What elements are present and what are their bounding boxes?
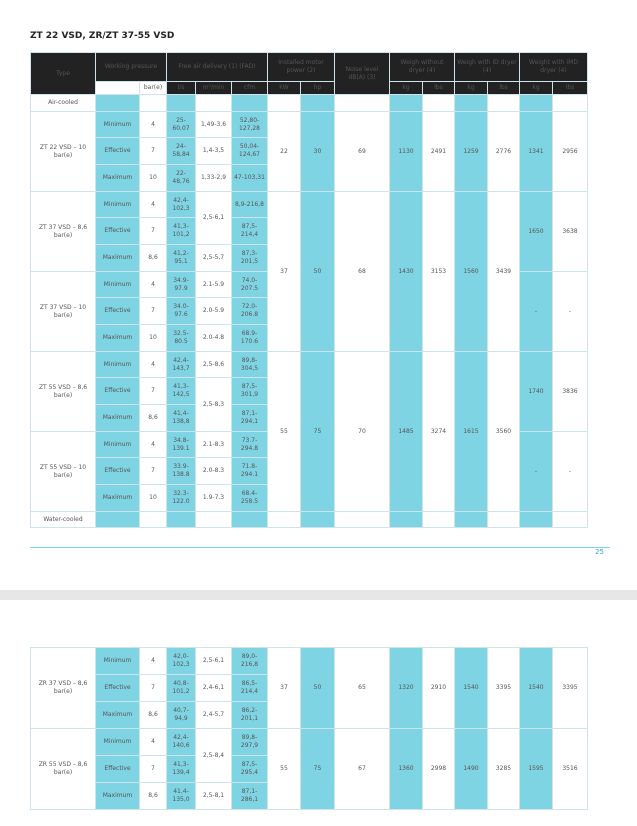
noise-level: 69 [335, 112, 390, 192]
fad-ls: 41,2-95,1 [167, 245, 196, 272]
working-pressure-label: Maximum [96, 702, 140, 729]
fad-cfm: 73.7-294.8 [232, 432, 268, 458]
fad-cfm: 74.0-207.5 [232, 272, 268, 298]
weight-without-lbs: 3153 [423, 192, 455, 352]
pressure-value: 7 [140, 675, 167, 702]
fad-cfm: 72.0-206.8 [232, 298, 268, 325]
fad-m3min: 2,5-8,1 [196, 783, 232, 810]
fad-ls: 32.5-80.5 [167, 325, 196, 352]
model-name: ZT 37 VSD – 8,6 bar(e) [31, 192, 96, 272]
fad-m3min: 2,5-6,1 [196, 648, 232, 675]
fad-m3min: 1,33-2,9 [196, 165, 232, 192]
fad-ls: 34.9-97.9 [167, 272, 196, 298]
fad-m3min: 2,4-5,7 [196, 702, 232, 729]
noise-level: 67 [335, 729, 390, 810]
page-title: ZT 22 VSD, ZR/ZT 37-55 VSD [30, 31, 175, 41]
weight-id-lbs: 3395 [488, 648, 520, 729]
fad-ls: 22-48,76 [167, 165, 196, 192]
weight-imd-lbs: 3836 [553, 352, 588, 432]
fad-cfm: 8,9-216,8 [232, 192, 268, 218]
page-separator [0, 590, 637, 600]
model-name: ZT 37 VSD – 10 bar(e) [31, 272, 96, 352]
fad-ls: 24-58,84 [167, 138, 196, 165]
fad-cfm: 86,5-214,4 [232, 675, 268, 702]
weight-id-kg: 1259 [455, 112, 488, 192]
fad-ls: 34.0-97.6 [167, 298, 196, 325]
weight-id-lbs: 3285 [488, 729, 520, 810]
working-pressure-label: Minimum [96, 648, 140, 675]
fad-cfm: 52,80-127,28 [232, 112, 268, 138]
weight-without-kg: 1485 [390, 352, 423, 512]
weight-without-kg: 1430 [390, 192, 423, 352]
motor-hp: 50 [301, 192, 335, 352]
motor-hp: 30 [301, 112, 335, 192]
pressure-value: 4 [140, 432, 167, 458]
working-pressure-label: Maximum [96, 783, 140, 810]
category-water-cooled: Water-cooled [31, 512, 96, 528]
fad-cfm: 68.4-258.5 [232, 485, 268, 512]
fad-ls: 41,3-142,5 [167, 378, 196, 405]
pressure-value: 7 [140, 218, 167, 245]
pressure-value: 4 [140, 112, 167, 138]
unit-kg: kg [390, 82, 423, 95]
weight-imd-kg: 1740 [520, 352, 553, 432]
fad-m3min: 1.9-7.3 [196, 485, 232, 512]
noise-level: 65 [335, 648, 390, 729]
weight-imd-kg: - [520, 272, 553, 352]
working-pressure-label: Minimum [96, 432, 140, 458]
motor-kw: 55 [268, 729, 301, 810]
unit-lbs: lbs [488, 82, 520, 95]
fad-cfm: 89,0-216,8 [232, 648, 268, 675]
fad-m3min: 2,5-8,3 [196, 378, 232, 432]
weight-imd-lbs: - [553, 432, 588, 512]
fad-cfm: 87,1-286,1 [232, 783, 268, 810]
weight-imd-lbs: 2956 [553, 112, 588, 192]
pressure-value: 7 [140, 298, 167, 325]
fad-m3min: 2.0-8.3 [196, 458, 232, 485]
working-pressure-label: Effective [96, 218, 140, 245]
fad-ls: 40,8-101,2 [167, 675, 196, 702]
working-pressure-label: Maximum [96, 165, 140, 192]
weight-without-kg: 1360 [390, 729, 423, 810]
fad-ls: 41,3-139,4 [167, 756, 196, 783]
header-fad: Free air delivery (1) (FAD) [167, 53, 268, 82]
fad-cfm: 47-103,31 [232, 165, 268, 192]
pressure-value: 4 [140, 729, 167, 756]
working-pressure-label: Minimum [96, 192, 140, 218]
fad-m3min: 2.1-5.9 [196, 272, 232, 298]
header-motor-power: Installed motor power (2) [268, 53, 335, 82]
fad-m3min: 2,5-5,7 [196, 245, 232, 272]
weight-id-kg: 1490 [455, 729, 488, 810]
fad-m3min: 2,5-8,6 [196, 352, 232, 378]
weight-imd-kg: 1595 [520, 729, 553, 810]
working-pressure-label: Effective [96, 298, 140, 325]
motor-kw: 55 [268, 352, 301, 512]
weight-imd-kg: 1341 [520, 112, 553, 192]
fad-cfm: 87,5-214,4 [232, 218, 268, 245]
fad-ls: 42,4-143,7 [167, 352, 196, 378]
header-weight-without-dryer: Weigh without dryer (4) [390, 53, 455, 82]
table-row [31, 112, 588, 138]
working-pressure-label: Minimum [96, 352, 140, 378]
spec-table-continued [30, 647, 588, 810]
fad-cfm: 87,3-201,5 [232, 245, 268, 272]
fad-m3min: 2,4-6,1 [196, 675, 232, 702]
weight-id-lbs: 3439 [488, 192, 520, 352]
working-pressure-label: Maximum [96, 245, 140, 272]
unit-cfm: cfm [232, 82, 268, 95]
header-type: Type [31, 53, 96, 95]
unit-kg: kg [520, 82, 553, 95]
fad-ls: 32.3-122.0 [167, 485, 196, 512]
working-pressure-label: Minimum [96, 729, 140, 756]
pressure-value: 4 [140, 272, 167, 298]
working-pressure-label: Effective [96, 756, 140, 783]
working-pressure-label: Maximum [96, 405, 140, 432]
motor-kw: 37 [268, 648, 301, 729]
fad-ls: 25-60,07 [167, 112, 196, 138]
header-working-pressure: Working pressure [96, 53, 167, 82]
footer-rule [30, 547, 610, 548]
working-pressure-label: Minimum [96, 112, 140, 138]
weight-id-kg: 1540 [455, 648, 488, 729]
header-weight-imd-dryer: Weight with iMD dryer (4) [520, 53, 588, 82]
motor-hp: 50 [301, 648, 335, 729]
motor-kw: 22 [268, 112, 301, 192]
weight-imd-kg: 1650 [520, 192, 553, 272]
model-name: ZT 55 VSD – 8,6 bar(e) [31, 352, 96, 432]
working-pressure-label: Effective [96, 675, 140, 702]
category-row [31, 512, 588, 528]
unit-m3min: m³/min [196, 82, 232, 95]
weight-without-kg: 1130 [390, 112, 423, 192]
noise-level: 70 [335, 352, 390, 512]
pressure-value: 8,6 [140, 405, 167, 432]
weight-id-kg: 1560 [455, 192, 488, 352]
weight-without-lbs: 2491 [423, 112, 455, 192]
table-row [31, 729, 588, 756]
fad-m3min: 2.0-5.9 [196, 298, 232, 325]
unit-lbs: lbs [423, 82, 455, 95]
pressure-value: 4 [140, 648, 167, 675]
unit-blank [96, 82, 140, 95]
fad-cfm: 86,2-201,1 [232, 702, 268, 729]
unit-kw: kW [268, 82, 301, 95]
category-row [31, 95, 588, 112]
motor-hp: 75 [301, 729, 335, 810]
weight-id-lbs: 3560 [488, 352, 520, 512]
fad-ls: 41,4-135,0 [167, 783, 196, 810]
table-row [31, 352, 588, 378]
pressure-value: 4 [140, 352, 167, 378]
fad-ls: 41,4-138,8 [167, 405, 196, 432]
fad-cfm: 89,8-304,5 [232, 352, 268, 378]
working-pressure-label: Effective [96, 378, 140, 405]
unit-lbs: lbs [553, 82, 588, 95]
motor-hp: 75 [301, 352, 335, 512]
fad-cfm: 87,5-301,9 [232, 378, 268, 405]
fad-ls: 33.9-138.8 [167, 458, 196, 485]
fad-ls: 42,4-102,3 [167, 192, 196, 218]
fad-m3min: 2.1-8.3 [196, 432, 232, 458]
fad-m3min: 2,5-6,1 [196, 192, 232, 245]
weight-imd-kg: 1540 [520, 648, 553, 729]
fad-cfm: 68.9-170.6 [232, 325, 268, 352]
model-name: ZR 55 VSD – 8,6 bar(e) [31, 729, 96, 810]
unit-bar: bar(e) [140, 82, 167, 95]
pressure-value: 8,6 [140, 783, 167, 810]
pressure-value: 7 [140, 138, 167, 165]
working-pressure-label: Maximum [96, 485, 140, 512]
weight-imd-lbs: 3638 [553, 192, 588, 272]
fad-m3min: 2,5-8,4 [196, 729, 232, 783]
fad-ls: 42,4-140,6 [167, 729, 196, 756]
fad-cfm: 87,1-294,1 [232, 405, 268, 432]
pressure-value: 7 [140, 756, 167, 783]
weight-imd-lbs: - [553, 272, 588, 352]
fad-ls: 41,3-101,2 [167, 218, 196, 245]
table-row [31, 648, 588, 675]
fad-m3min: 2.0-4.8 [196, 325, 232, 352]
model-name: ZT 55 VSD – 10 bar(e) [31, 432, 96, 512]
weight-without-lbs: 3274 [423, 352, 455, 512]
category-air-cooled: Air-cooled [31, 95, 96, 112]
pressure-value: 10 [140, 165, 167, 192]
working-pressure-label: Effective [96, 458, 140, 485]
fad-cfm: 71.8-294.1 [232, 458, 268, 485]
pressure-value: 7 [140, 378, 167, 405]
spec-table [30, 52, 588, 528]
fad-m3min: 1,4-3,5 [196, 138, 232, 165]
pressure-value: 10 [140, 485, 167, 512]
weight-imd-lbs: 3395 [553, 648, 588, 729]
working-pressure-label: Maximum [96, 325, 140, 352]
working-pressure-label: Effective [96, 138, 140, 165]
fad-cfm: 89,8-297,9 [232, 729, 268, 756]
pressure-value: 10 [140, 325, 167, 352]
unit-ls: l/s [167, 82, 196, 95]
motor-kw: 37 [268, 192, 301, 352]
fad-ls: 40,7-94,9 [167, 702, 196, 729]
header-weight-id-dryer: Weigh with ID dryer (4) [455, 53, 520, 82]
unit-hp: hp [301, 82, 335, 95]
header-noise-level: Noise level dB(A) (3) [335, 53, 390, 95]
fad-cfm: 50,04-124,67 [232, 138, 268, 165]
page-26 [0, 600, 637, 826]
table-row [31, 192, 588, 218]
weight-without-kg: 1320 [390, 648, 423, 729]
pressure-value: 4 [140, 192, 167, 218]
unit-kg: kg [455, 82, 488, 95]
working-pressure-label: Minimum [96, 272, 140, 298]
weight-id-lbs: 2776 [488, 112, 520, 192]
page-number: 25 [595, 548, 604, 556]
fad-ls: 34.8-139.1 [167, 432, 196, 458]
weight-imd-kg: - [520, 432, 553, 512]
fad-m3min: 1,49-3,6 [196, 112, 232, 138]
pressure-value: 8,6 [140, 702, 167, 729]
weight-imd-lbs: 3516 [553, 729, 588, 810]
pressure-value: 7 [140, 458, 167, 485]
weight-id-kg: 1615 [455, 352, 488, 512]
fad-cfm: 87,5-295,4 [232, 756, 268, 783]
fad-ls: 42,0-102,3 [167, 648, 196, 675]
model-name: ZT 22 VSD – 10 bar(e) [31, 112, 96, 192]
model-name: ZR 37 VSD – 8,6 bar(e) [31, 648, 96, 729]
weight-without-lbs: 2998 [423, 729, 455, 810]
pressure-value: 8,6 [140, 245, 167, 272]
noise-level: 68 [335, 192, 390, 352]
weight-without-lbs: 2910 [423, 648, 455, 729]
